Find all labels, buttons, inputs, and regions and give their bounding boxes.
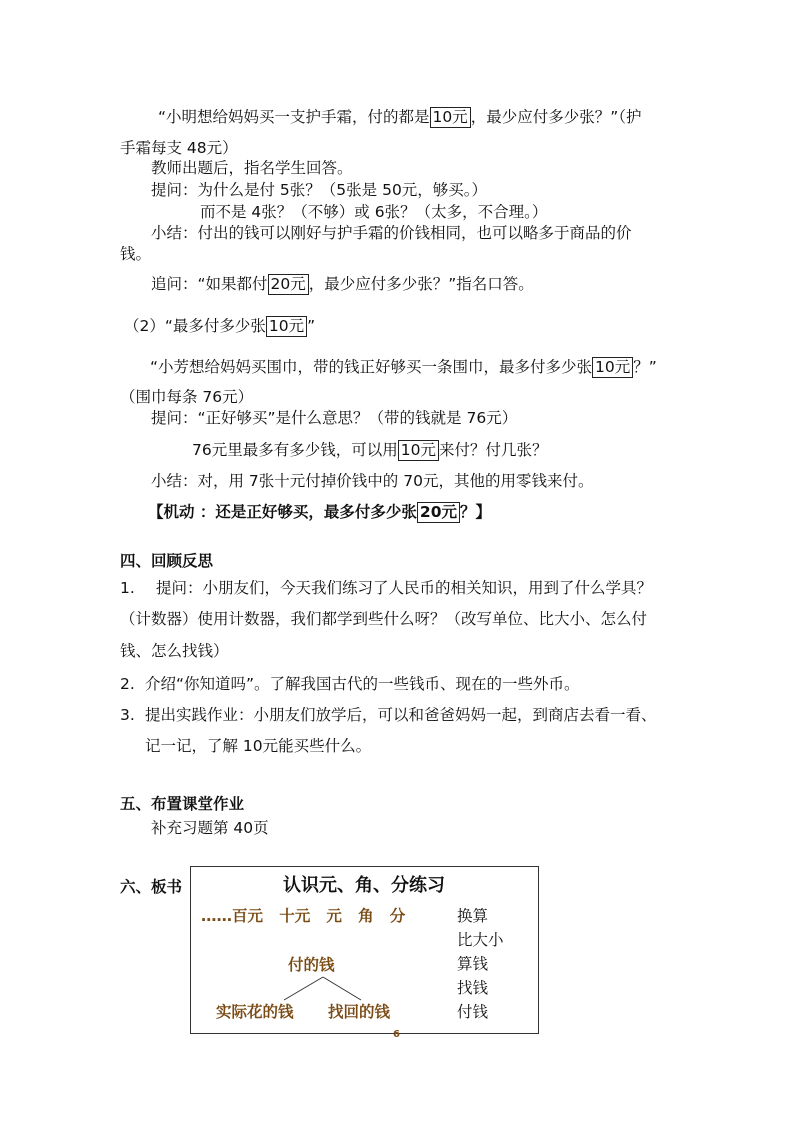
paragraph-summary: 小结：对，用 7张十元付掉价钱中的 70元，其他的用零钱来付。 bbox=[151, 472, 594, 490]
text: ？” bbox=[633, 358, 657, 376]
paragraph-question: 提问：为什么是付 5张？（5张是 50元，够买。） bbox=[151, 181, 488, 199]
text: （2）“最多付多少张 bbox=[124, 317, 266, 335]
page-number: 6 bbox=[393, 1029, 400, 1040]
paragraph-continuation: （围巾每条 76元） bbox=[120, 388, 254, 406]
paragraph-teacher: 教师出题后，指名学生回答。 bbox=[151, 159, 353, 177]
paragraph-question-cont: 而不是 4张？（不够）或 6张？（太多，不合理。） bbox=[200, 203, 548, 221]
board-item-convert: 换算 bbox=[457, 907, 489, 925]
list-item-cont: 记一记，了解 10元能买些什么。 bbox=[145, 737, 372, 755]
text: ？】 bbox=[459, 503, 491, 521]
paragraph-follow-up bbox=[151, 273, 534, 295]
board-actual-spent: 实际花的钱 bbox=[216, 1003, 294, 1021]
board-paid-money: 付的钱 bbox=[288, 956, 335, 974]
twenty-yuan-box: 20元 bbox=[268, 274, 309, 295]
paragraph-76-yuan bbox=[192, 439, 547, 461]
homework-text: 补充习题第 40页 bbox=[151, 819, 269, 837]
ten-yuan-box: 10元 bbox=[592, 357, 633, 378]
ten-yuan-box: 10元 bbox=[398, 440, 439, 461]
paragraph-summary: 小结：付出的钱可以刚好与护手霜的价钱相同，也可以略多于商品的价 bbox=[151, 224, 632, 242]
list-number: 3. bbox=[120, 706, 135, 724]
ten-yuan-box: 10元 bbox=[430, 107, 471, 128]
paragraph-flexible bbox=[148, 501, 491, 523]
text: ，最少应付多少张？”（护 bbox=[470, 108, 642, 126]
text: “小明想给妈妈买一支护手霜，付的都是 bbox=[158, 108, 430, 126]
text: “小芳想给妈妈买围巾，带的钱正好够买一条围巾，最多付多少张 bbox=[150, 358, 593, 376]
board-item-calculate: 算钱 bbox=[457, 955, 489, 973]
text: 【机动 ：还是正好够买，最多付多少张 bbox=[148, 503, 417, 521]
text: ，最少应付多少张？”指名口答。 bbox=[308, 275, 534, 293]
board-item-give-change: 找钱 bbox=[457, 979, 489, 997]
board-item-compare: 比大小 bbox=[457, 931, 504, 949]
section-heading: 五、布置课堂作业 bbox=[120, 795, 245, 813]
board-change-money: 找回的钱 bbox=[328, 1003, 391, 1021]
paragraph-continuation: 手霜每支 48元） bbox=[120, 139, 238, 157]
text: ” bbox=[307, 317, 316, 335]
list-item-cont: 钱、怎么找钱） bbox=[120, 642, 229, 660]
section-heading: 六、板书 bbox=[120, 878, 183, 896]
list-number: 2. bbox=[120, 675, 135, 693]
subheading-most-notes bbox=[124, 315, 315, 337]
branch-line-left bbox=[284, 977, 323, 1000]
paragraph-scarf-question bbox=[150, 356, 657, 378]
section-heading: 四、回顾反思 bbox=[120, 552, 214, 570]
paragraph-summary-cont: 钱。 bbox=[120, 245, 152, 263]
text: 76元里最多有多少钱，可以用 bbox=[192, 441, 398, 459]
branch-line-right bbox=[323, 977, 361, 1000]
blackboard-box bbox=[190, 866, 539, 1034]
twenty-yuan-box: 20元 bbox=[417, 502, 460, 523]
paragraph-question: 提问：“正好够买”是什么意思？（带的钱就是 76元） bbox=[151, 409, 518, 427]
text: 来付？付几张？ bbox=[438, 441, 548, 459]
ten-yuan-box: 10元 bbox=[266, 316, 307, 337]
text: 追问：“如果都付 bbox=[151, 275, 268, 293]
board-units: ……百元 十元 元 角 分 bbox=[201, 907, 406, 925]
board-item-pay: 付钱 bbox=[457, 1003, 489, 1021]
list-number: 1. bbox=[120, 579, 135, 597]
list-item: 提问：小朋友们，今天我们练习了人民币的相关知识，用到了什么学具？ bbox=[156, 579, 653, 597]
board-title: 认识元、角、分练习 bbox=[283, 875, 445, 896]
list-item: 提出实践作业：小朋友们放学后，可以和爸爸妈妈一起，到商店去看一看、 bbox=[145, 706, 657, 724]
list-item-cont: （计数器）使用计数器，我们都学到些什么呀？（改写单位、比大小、怎么付 bbox=[120, 610, 648, 628]
list-item: 介绍“你知道吗”。了解我国古代的一些钱币、现在的一些外币。 bbox=[145, 675, 580, 693]
paragraph-hand-cream-question bbox=[158, 106, 642, 128]
